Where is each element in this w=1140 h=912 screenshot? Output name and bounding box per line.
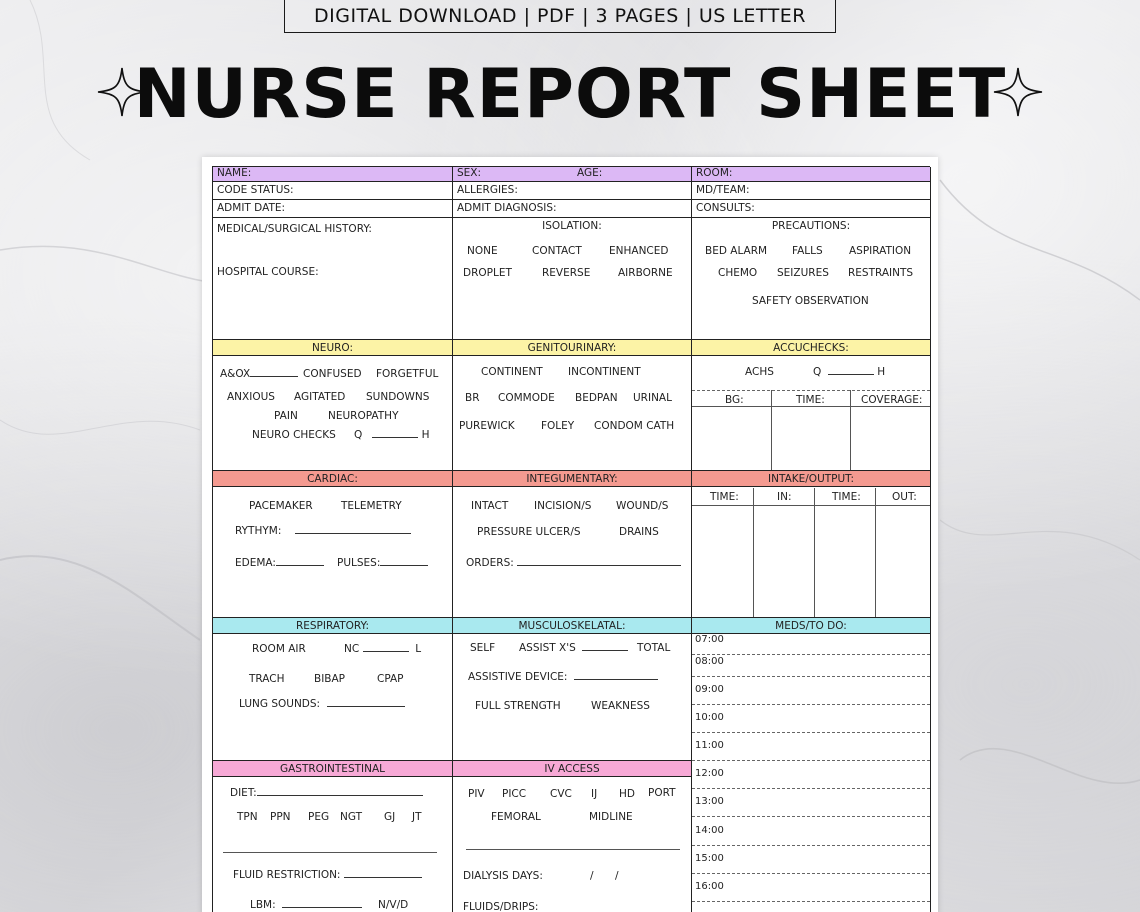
gu-option[interactable]: CONDOM CATH: [594, 420, 675, 432]
accu-q[interactable]: Q H: [813, 366, 886, 378]
admit-date-label: ADMIT DATE:: [217, 202, 286, 214]
gu-option[interactable]: BEDPAN: [575, 392, 618, 404]
gu-option[interactable]: COMMODE: [498, 392, 555, 404]
code-status-field[interactable]: [213, 182, 453, 200]
gi-nvd[interactable]: N/V/D: [378, 899, 409, 911]
resp-lung-sounds[interactable]: LUNG SOUNDS:: [239, 698, 405, 710]
precaution-option[interactable]: BED ALARM: [705, 245, 768, 257]
meds-time-row[interactable]: [692, 682, 930, 706]
neuro-checks-label: NEURO CHECKS: [252, 429, 336, 441]
meds-time-label: 16:00: [695, 881, 724, 892]
isolation-option[interactable]: NONE: [467, 245, 498, 257]
gi-option[interactable]: GJ: [384, 811, 396, 823]
code-status-label: CODE STATUS:: [217, 184, 294, 196]
meds-time-label: 12:00: [695, 768, 724, 779]
hospital-course-label: HOSPITAL COURSE:: [217, 266, 319, 278]
room-field[interactable]: [692, 167, 931, 182]
msk-option[interactable]: TOTAL: [637, 642, 671, 654]
gu-option[interactable]: INCONTINENT: [568, 366, 641, 378]
isolation-option[interactable]: AIRBORNE: [618, 267, 673, 279]
precaution-option[interactable]: SEIZURES: [777, 267, 829, 279]
isolation-section: [453, 218, 692, 340]
io-col-time: TIME:: [710, 491, 739, 503]
neuro-option[interactable]: ANXIOUS: [227, 391, 275, 403]
name-label: NAME:: [217, 167, 252, 179]
format-banner: DIGITAL DOWNLOAD | PDF | 3 PAGES | US LETTER: [284, 0, 836, 33]
meds-time-row[interactable]: [692, 766, 930, 790]
precaution-option[interactable]: SAFETY OBSERVATION: [752, 295, 869, 307]
integ-option[interactable]: DRAINS: [619, 526, 659, 538]
io-col-out: OUT:: [892, 491, 917, 503]
cardiac-edema[interactable]: EDEMA:: [235, 557, 324, 569]
iv-option[interactable]: CVC: [550, 788, 572, 800]
room-label: ROOM:: [696, 167, 733, 179]
meds-time-row[interactable]: [692, 851, 930, 875]
neuro-option[interactable]: FORGETFUL: [376, 368, 439, 380]
gastrointestinal-section: [213, 761, 453, 912]
accuchecks-header: ACCUCHECKS:: [692, 340, 930, 356]
sex-label: SEX:: [457, 167, 482, 179]
neuro-option[interactable]: CONFUSED: [303, 368, 362, 380]
isolation-option[interactable]: DROPLET: [463, 267, 512, 279]
meds-time-row[interactable]: [692, 823, 930, 847]
meds-time-label: 09:00: [695, 684, 724, 695]
musculoskeletal-section: [453, 618, 692, 761]
meds-time-row[interactable]: [692, 654, 930, 678]
gi-option[interactable]: TPN: [237, 811, 258, 823]
iv-access-section: [453, 761, 692, 912]
iv-option[interactable]: PORT: [648, 787, 676, 799]
report-grid: [212, 166, 930, 912]
gi-lbm[interactable]: LBM:: [250, 899, 362, 911]
four-point-star-icon: [992, 66, 1044, 118]
precaution-option[interactable]: RESTRAINTS: [848, 267, 914, 279]
neuro-option[interactable]: AGITATED: [294, 391, 346, 403]
iv-option[interactable]: PICC: [502, 788, 527, 800]
resp-nc[interactable]: NC L: [344, 643, 422, 655]
integ-orders[interactable]: ORDERS:: [466, 557, 681, 569]
iv-option[interactable]: PIV: [468, 788, 485, 800]
sex-age-field[interactable]: [453, 167, 692, 182]
genitourinary-header: GENITOURINARY:: [453, 340, 691, 356]
resp-option[interactable]: CPAP: [377, 673, 404, 685]
neuro-option[interactable]: PAIN: [274, 410, 298, 422]
report-sheet: [202, 157, 938, 912]
gu-option[interactable]: BR: [465, 392, 480, 404]
resp-option[interactable]: TRACH: [249, 673, 285, 685]
meds-time-label: 13:00: [695, 796, 724, 807]
gi-option[interactable]: JT: [412, 811, 422, 823]
meds-time-row[interactable]: [692, 632, 930, 656]
respiratory-header: RESPIRATORY:: [213, 618, 452, 634]
accu-col-time: TIME:: [796, 394, 825, 406]
meds-time-row[interactable]: [692, 738, 930, 762]
md-team-label: MD/TEAM:: [696, 184, 750, 196]
gu-option[interactable]: PUREWICK: [459, 420, 515, 432]
gu-option[interactable]: FOLEY: [541, 420, 575, 432]
msk-option[interactable]: FULL STRENGTH: [475, 700, 561, 712]
accu-col-bg: BG:: [725, 394, 744, 406]
med-surg-history-label: MEDICAL/SURGICAL HISTORY:: [217, 223, 372, 235]
cardiac-section: [213, 471, 453, 618]
meds-time-row[interactable]: [692, 879, 930, 903]
iv-fluids-drips[interactable]: FLUIDS/DRIPS:: [463, 901, 539, 912]
meds-todo-section: [692, 618, 931, 912]
md-team-field[interactable]: [692, 182, 931, 200]
integumentary-section: [453, 471, 692, 618]
integ-option[interactable]: PRESSURE ULCER/S: [477, 526, 581, 538]
age-label: AGE:: [577, 167, 603, 179]
cardiac-pulses[interactable]: PULSES:: [337, 557, 428, 569]
io-col-time: TIME:: [832, 491, 861, 503]
iv-option[interactable]: IJ: [591, 788, 598, 800]
gi-option[interactable]: PPN: [270, 811, 291, 823]
neuro-aox[interactable]: A&OX: [220, 368, 298, 380]
accu-col-coverage: COVERAGE:: [861, 394, 923, 406]
iv-option[interactable]: MIDLINE: [589, 811, 633, 823]
msk-option[interactable]: WEAKNESS: [591, 700, 650, 712]
meds-time-row[interactable]: [692, 794, 930, 818]
resp-option[interactable]: BIBAP: [314, 673, 346, 685]
intake-output-section: [692, 471, 931, 618]
consults-field[interactable]: [692, 200, 931, 218]
cardiac-option[interactable]: TELEMETRY: [341, 500, 402, 512]
neuro-header: NEURO:: [213, 340, 452, 356]
musculoskeletal-header: MUSCULOSKELATAL:: [453, 618, 691, 634]
gi-diet[interactable]: DIET:: [230, 787, 423, 799]
admit-diagnosis-label: ADMIT DIAGNOSIS:: [457, 202, 557, 214]
iv-option[interactable]: FEMORAL: [491, 811, 541, 823]
neuro-option[interactable]: SUNDOWNS: [366, 391, 430, 403]
gi-option[interactable]: PEG: [308, 811, 330, 823]
iv-option[interactable]: HD: [619, 788, 635, 800]
msk-device[interactable]: ASSISTIVE DEVICE:: [468, 671, 658, 683]
page-title: NURSE REPORT SHEET: [133, 55, 1007, 134]
allergies-field[interactable]: [453, 182, 692, 200]
iv-access-header: IV ACCESS: [453, 761, 691, 777]
meds-todo-header: MEDS/TO DO:: [692, 618, 930, 634]
cardiac-option[interactable]: PACEMAKER: [249, 500, 313, 512]
integumentary-header: INTEGUMENTARY:: [453, 471, 691, 487]
isolation-header: ISOLATION:: [542, 220, 602, 232]
cardiac-header: CARDIAC:: [213, 471, 452, 487]
gastrointestinal-header: GASTROINTESTINAL: [213, 761, 452, 777]
neuro-section: [213, 340, 453, 471]
meds-time-label: 15:00: [695, 853, 724, 864]
precautions-header: PRECAUTIONS:: [771, 220, 851, 232]
meds-time-label: 08:00: [695, 656, 724, 667]
accuchecks-section: [692, 340, 931, 471]
isolation-option[interactable]: CONTACT: [532, 245, 582, 257]
meds-time-row[interactable]: [692, 710, 930, 734]
genitourinary-section: [453, 340, 692, 471]
gi-fluid-restriction[interactable]: FLUID RESTRICTION:: [233, 869, 422, 881]
precautions-section: [692, 218, 931, 340]
precaution-option[interactable]: CHEMO: [718, 267, 758, 279]
cardiac-rhythm[interactable]: RYTHYM:: [235, 525, 411, 537]
iv-dialysis-days[interactable]: DIALYSIS DAYS:: [463, 870, 543, 882]
admit-date-field[interactable]: [213, 200, 453, 218]
gi-option[interactable]: NGT: [340, 811, 363, 823]
consults-label: CONSULTS:: [696, 202, 755, 214]
allergies-label: ALLERGIES:: [457, 184, 518, 196]
msk-assist[interactable]: ASSIST X'S: [519, 642, 628, 654]
neuro-option[interactable]: NEUROPATHY: [328, 410, 399, 422]
admit-diagnosis-field[interactable]: [453, 200, 692, 218]
integ-option[interactable]: INCISION/S: [534, 500, 592, 512]
meds-time-label: 14:00: [695, 825, 724, 836]
intake-output-header: INTAKE/OUTPUT:: [692, 471, 930, 487]
accu-achs[interactable]: ACHS: [745, 366, 774, 378]
meds-time-label: 07:00: [695, 634, 724, 645]
name-field[interactable]: [213, 167, 453, 182]
precaution-option[interactable]: ASPIRATION: [849, 245, 912, 257]
gu-option[interactable]: CONTINENT: [481, 366, 543, 378]
neuro-checks-q[interactable]: Q H: [354, 429, 430, 441]
respiratory-section: [213, 618, 453, 761]
resp-option[interactable]: ROOM AIR: [252, 643, 306, 655]
integ-option[interactable]: WOUND/S: [616, 500, 669, 512]
integ-option[interactable]: INTACT: [471, 500, 509, 512]
msk-option[interactable]: SELF: [470, 642, 496, 654]
meds-time-label: 10:00: [695, 712, 724, 723]
isolation-option[interactable]: ENHANCED: [609, 245, 669, 257]
iv-slash: /: [615, 870, 619, 882]
precaution-option[interactable]: FALLS: [792, 245, 823, 257]
history-section[interactable]: [213, 218, 453, 340]
gu-option[interactable]: URINAL: [633, 392, 672, 404]
meds-time-label: 11:00: [695, 740, 724, 751]
iv-slash: /: [590, 870, 594, 882]
io-col-in: IN:: [777, 491, 792, 503]
isolation-option[interactable]: REVERSE: [542, 267, 591, 279]
